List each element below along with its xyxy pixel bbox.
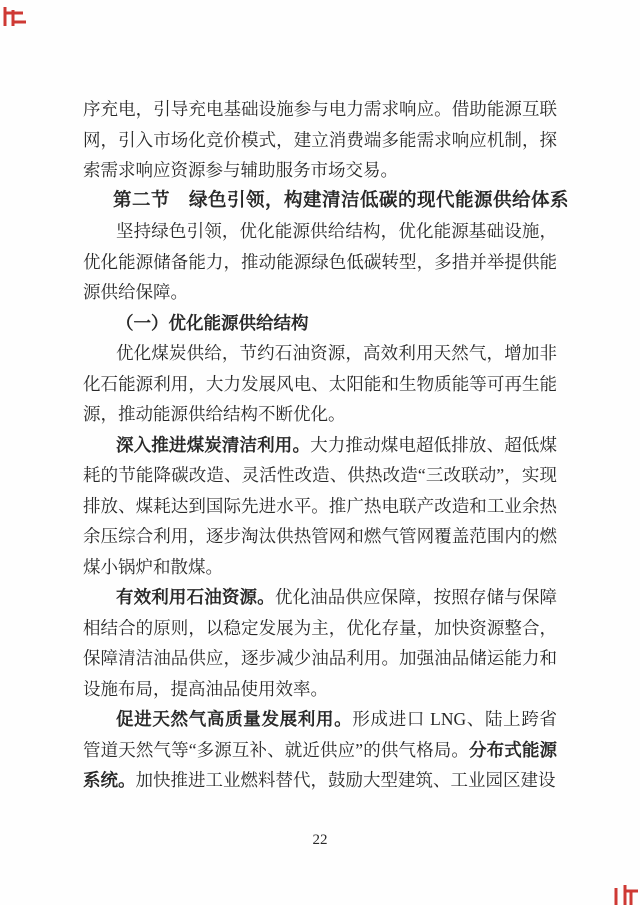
paragraph-text: 优化油品供应保障，按照存储与保障相结合的原则，以稳定发展为主，优化存量，加快资源整合，保障清洁油品供应，逐步减少油品利用。加强油品储运能力和设施布局，提高油品使用效率。: [83, 587, 557, 699]
red-stamp-fragment-bottom-right-icon: [612, 885, 639, 905]
page-body-text: [83, 94, 570, 796]
paragraph-continuation: [83, 94, 557, 186]
paragraph-natural-gas: [83, 704, 557, 796]
section-heading: [83, 186, 570, 217]
paragraph-oil-resources: [83, 582, 557, 704]
red-stamp-fragment-top-left-icon: [1, 5, 27, 28]
paragraph-lead-text: 促进天然气高质量发展利用。: [116, 709, 353, 729]
paragraph-text: 形成进口 LNG、陆上跨省管道天然气等“多源互补、就近供应”的供气格局。: [83, 709, 558, 760]
paragraph-lead-text: 分布式能源系统。: [83, 739, 557, 790]
paragraph-text: 加快推进工业燃料替代，鼓励大型建筑、工业园区建设: [135, 770, 556, 790]
paragraph-optimize-structure: [83, 338, 557, 430]
paragraph-text: 优化煤炭供给，节约石油资源，高效利用天然气，增加非化石能源利用，大力发展风电、太阳能和生物质能等可再生能源，推动能源供给结构不断优化。: [83, 343, 557, 424]
paragraph-text: 坚持绿色引领，优化能源供给结构，优化能源基础设施，优化能源储备能力，推动能源绿色低碳转型，多措并举提供能源供给保障。: [83, 221, 557, 302]
paragraph-text: 大力推动煤电超低排放、超低煤耗的节能降碳改造、灵活性改造、供热改造“三改联动”，实现排放、煤耗达到国际先进水平。推广热电联产改造和工业余热余压综合利用，逐步淘汰供热管网和燃气管网覆盖范围内的燃煤小锅炉和散煤。: [83, 434, 558, 577]
page-number: 22: [312, 832, 328, 848]
subsection-heading-text: （一）优化能源供给结构: [116, 312, 309, 333]
paragraph-text: 序充电，引导充电基础设施参与电力需求响应。借助能源互联网，引入市场化竞价模式，建立消费端多能需求响应机制，探索需求响应资源参与辅助服务市场交易。: [83, 99, 557, 180]
section-heading-text: 第二节 绿色引领，构建清洁低碳的现代能源供给体系: [113, 190, 570, 211]
paragraph-coal-clean-use: [83, 430, 557, 583]
subsection-heading: [83, 308, 557, 339]
paragraph-adhere-green: [83, 216, 557, 308]
paragraph-lead-text: 深入推进煤炭清洁利用。: [116, 434, 311, 455]
paragraph-lead-text: 有效利用石油资源。: [116, 587, 275, 607]
